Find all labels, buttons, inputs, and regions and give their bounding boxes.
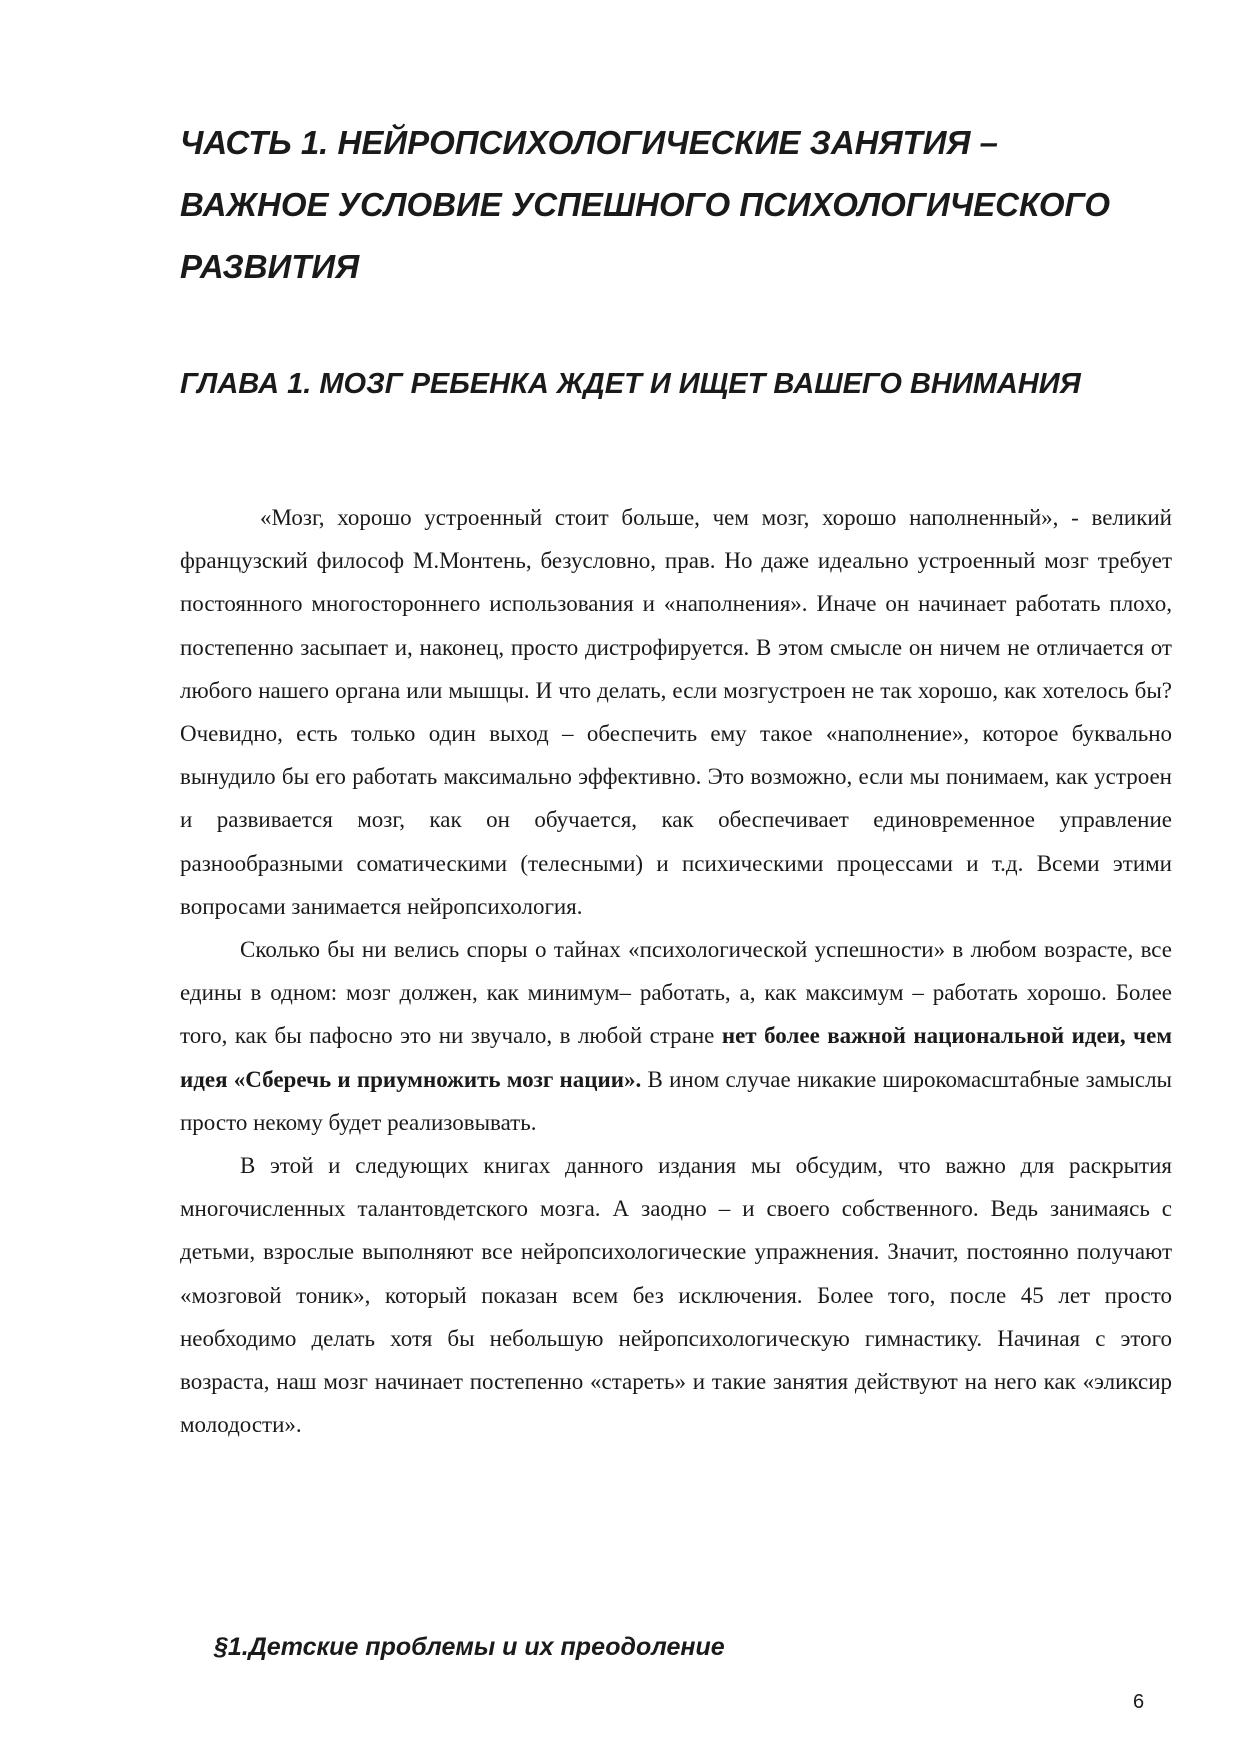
body-text — [180, 496, 1172, 1446]
section-title: §1.Детские проблемы и их преодоление — [214, 1633, 725, 1661]
page-number: 6 — [1133, 1691, 1145, 1713]
paragraph-2-text-end: В ином случае никакие широкомасштабные замыслы просто некому будет реализовывать. — [180, 1066, 1173, 1135]
part-title-line-1: ЧАСТЬ 1. НЕЙРОПСИХОЛОГИЧЕСКИЕ ЗАНЯТИЯ – — [180, 124, 999, 161]
chapter-title: ГЛАВА 1. МОЗГ РЕБЕНКА ЖДЕТ И ИЩЕТ ВАШЕГО ВНИМАНИЯ — [180, 368, 1081, 400]
paragraph-1: «Мозг, хорошо устроенный стоит больше, чем мозг, хорошо наполненный», - великий французский философ М.Монтень, безусловно, прав. Но даже идеально устроенный мозг требует постоянного многостороннего использования и «наполнения». Иначе он начинает работать плохо, постепенно засыпает и, наконец, просто дистрофируется. В этом смысле он ничем не отличается от любого нашего органа или мышцы. И что делать, если мозгустроен не так хорошо, как хотелось бы? Очевидно, есть только один выход – обеспечить ему такое «наполнение», которое буквально вынудило бы его работать максимально эффективно. Это возможно, если мы понимаем, как устроен и развивается мозг, как он обучается, как обеспечивает единовременное управление разнообразными соматическими (телесными) и психическими процессами и т.д. Всеми этими вопросами занимается нейропсихология. — [180, 505, 1172, 919]
part-title — [180, 112, 1140, 298]
paragraph-2-bold-text: нет более важной национальной идеи, чем идея «Сберечь и приумножить мозг нации». — [180, 1023, 1172, 1092]
part-title-line-2: ВАЖНОЕ УСЛОВИЕ УСПЕШНОГО ПСИХОЛОГИЧЕСКОГО — [180, 186, 1110, 223]
part-title-line-3: РАЗВИТИЯ — [180, 248, 360, 285]
paragraph-3: В этой и следующих книгах данного издания мы обсудим, что важно для раскрытия многочисленных талантовдетского мозга. А заодно – и своего собственного. Ведь занимаясь с детьми, взрослые выполняют все нейропсихологические упражнения. Значит, постоянно получают «мозговой тоник», который показан всем без исключения. Более того, после 45 лет просто необходимо делать хотя бы небольшую нейропсихологическую гимнастику. Начиная с этого возраста, наш мозг начинает постепенно «стареть» и такие занятия действуют на него как «эликсир молодости». — [180, 1153, 1172, 1438]
paragraph-2-text-start: Сколько бы ни велись споры о тайнах «психологической успешности» в любом возрасте, все едины в одном: мозг должен, как минимум– работать, а, как максимум – работать хорошо. Более того, как бы пафосно это ни звучало, в любой стране — [180, 937, 1172, 1049]
paragraph-2 — [180, 928, 1172, 1144]
